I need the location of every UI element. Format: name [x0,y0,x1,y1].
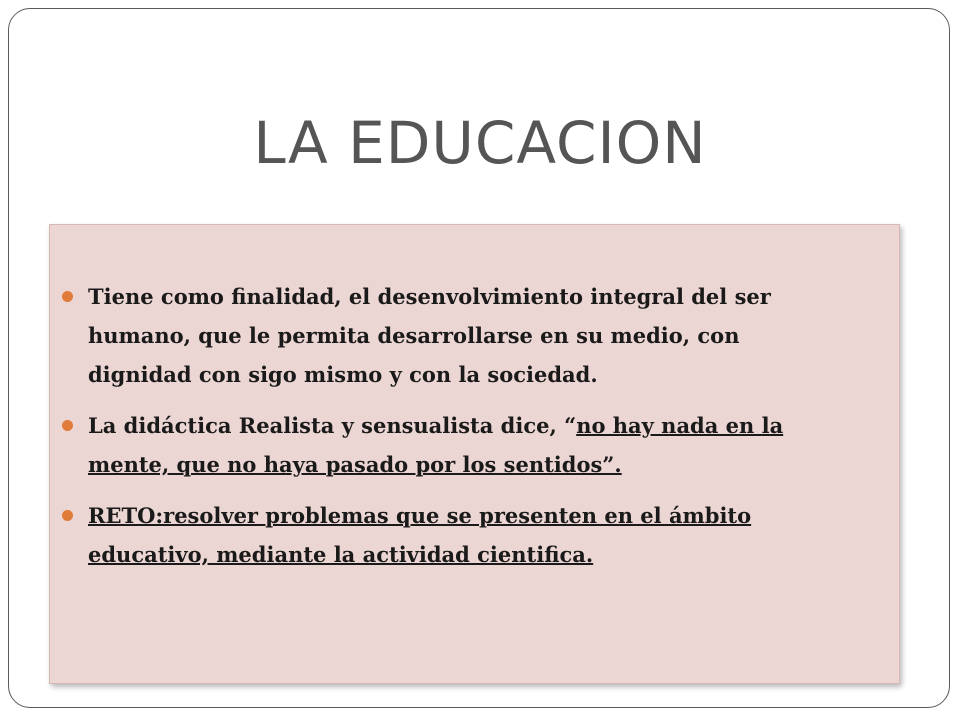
slide-title: LA EDUCACION [253,109,707,177]
bullet-quote-underlined: no hay nada en la mente, que no haya pasado por los sentidos”. [88,413,784,477]
bullet-item-didactica [50,406,850,484]
bullet-item-reto [50,496,850,574]
bullet-dot-icon [62,291,73,302]
bullet-dot-icon [62,510,73,521]
bullet-dot-icon [62,420,73,431]
content-box [49,224,900,684]
bullet-text: Tiene como finalidad, el desenvolvimiento integral del ser humano, que le permita desarrollarse en su medio, con dignidad con sigo mismo y con la sociedad. [88,284,771,387]
bullet-list [50,277,901,586]
bullet-item-finalidad [50,277,850,394]
bullet-text: La didáctica Realista y sensualista dice, “ [88,413,577,438]
bullet-reto-underlined: RETO:resolver problemas que se presenten en el ámbito educativo, mediante la actividad cientifica. [88,503,752,567]
